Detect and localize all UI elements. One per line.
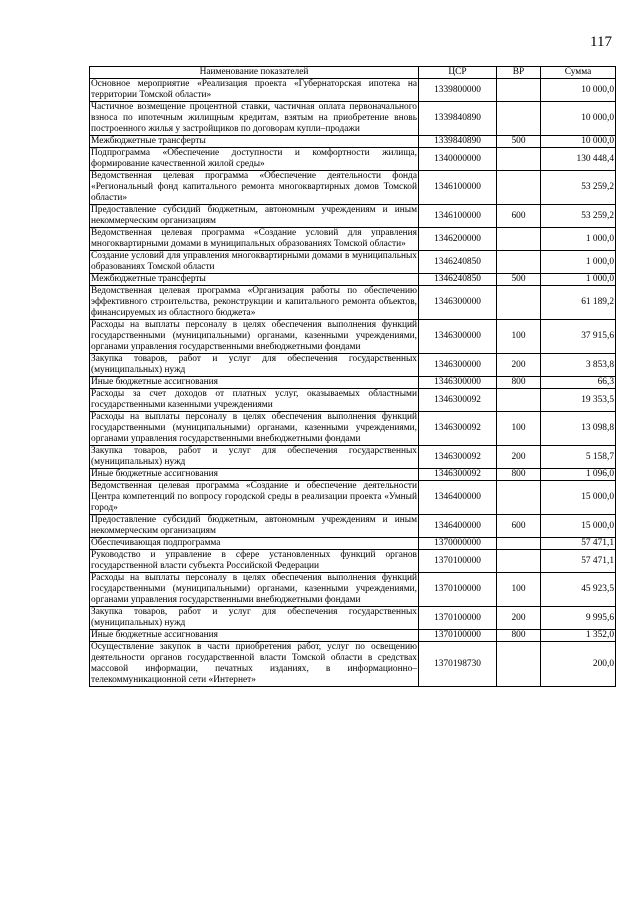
cell-vr: 200: [497, 607, 541, 630]
cell-name: Расходы на выплаты персоналу в целях обеспечения выполнения функций государственными (муниципальными) органами, казенными учреждениями, органами управления государственными внебюджетными фондами: [91, 320, 417, 352]
table-header-row: [90, 67, 616, 79]
cell-vr: [497, 642, 541, 687]
cell-name: Закупка товаров, работ и услуг для обеспечения государственных (муниципальных) нужд: [91, 446, 417, 467]
cell-name: Подпрограмма «Обеспечение доступности и комфортности жилища, формирование качественной жилой среды»: [91, 148, 417, 169]
header-vr: ВР: [497, 67, 541, 79]
cell-vr: 200: [497, 354, 541, 377]
table-row: [90, 630, 616, 642]
cell-name: Ведомственная целевая программа «Организация работы по обеспечению эффективного строительства, реконструкции и капитального ремонта объектов, финансируемых из областного бюджета»: [91, 286, 417, 318]
cell-name: Ведомственная целевая программа «Создание условий для управления многоквартирными домами в муниципальных образованиях Томской области»: [91, 228, 417, 249]
cell-name: Межбюджетные трансферты: [90, 274, 419, 286]
cell-name: Осуществление закупок в части приобретения работ, услуг по освещению деятельности органов государственной власти Томской области в средствах массовой информации, печатных изданиях, в информационно–телекоммуникационной сети «Интернет»: [91, 642, 417, 685]
cell-sum: 1 352,0: [541, 630, 616, 642]
cell-vr: [497, 102, 541, 136]
cell-csr: 1339840890: [419, 102, 497, 136]
cell-sum: 13 098,8: [541, 412, 616, 446]
cell-sum: 61 189,2: [541, 286, 616, 320]
table-row: [90, 148, 616, 171]
header-name: Наименование показателей: [90, 67, 419, 79]
table-row: [90, 389, 616, 412]
header-sum: Сумма: [541, 67, 616, 79]
cell-csr: 1370100000: [419, 607, 497, 630]
cell-vr: [497, 171, 541, 205]
cell-vr: 200: [497, 446, 541, 469]
table-row: [90, 481, 616, 515]
cell-vr: 800: [497, 377, 541, 389]
cell-csr: 1370198730: [419, 642, 497, 687]
cell-vr: 600: [497, 515, 541, 538]
cell-name: Предоставление субсидий бюджетным, автономным учреждениям и иным некоммерческим организациям: [91, 515, 417, 536]
cell-vr: [497, 538, 541, 550]
cell-sum: 1 000,0: [541, 228, 616, 251]
cell-vr: [497, 251, 541, 274]
cell-name: Ведомственная целевая программа «Обеспечение деятельности фонда «Региональный фонд капитального ремонта многоквартирных домов Томской области»: [91, 171, 417, 203]
table-row: [90, 320, 616, 354]
cell-name: Расходы на выплаты персоналу в целях обеспечения выполнения функций государственными (муниципальными) органами, казенными учреждениями, органами управления государственными внебюджетными фондами: [91, 573, 417, 605]
cell-csr: 1340000000: [419, 148, 497, 171]
cell-name: Иные бюджетные ассигнования: [90, 469, 419, 481]
table-row: [90, 642, 616, 687]
cell-sum: 45 923,5: [541, 573, 616, 607]
cell-name: Иные бюджетные ассигнования: [90, 630, 419, 642]
table-row: [90, 102, 616, 136]
table-row: [90, 446, 616, 469]
cell-name: Закупка товаров, работ и услуг для обеспечения государственных (муниципальных) нужд: [91, 354, 417, 375]
cell-csr: 1346300000: [419, 286, 497, 320]
cell-sum: 200,0: [541, 642, 616, 687]
cell-sum: 15 000,0: [541, 481, 616, 515]
page-number: 117: [590, 34, 612, 50]
table-row: [90, 228, 616, 251]
cell-sum: 57 471,1: [541, 550, 616, 573]
table-row: [90, 515, 616, 538]
cell-name: Обеспечивающая подпрограмма: [90, 538, 419, 550]
cell-vr: 500: [497, 274, 541, 286]
cell-sum: 3 853,8: [541, 354, 616, 377]
cell-vr: 800: [497, 630, 541, 642]
cell-csr: 1346300092: [419, 412, 497, 446]
table-row: [90, 286, 616, 320]
cell-name: Предоставление субсидий бюджетным, автономным учреждениям и иным некоммерческим организациям: [91, 205, 417, 226]
cell-csr: 1346400000: [419, 481, 497, 515]
cell-csr: 1346240850: [419, 274, 497, 286]
cell-name: Руководство и управление в сфере установленных функций органов государственной власти субъекта Российской Федерации: [91, 550, 417, 571]
table-row: [90, 538, 616, 550]
cell-vr: [497, 286, 541, 320]
cell-sum: 53 259,2: [541, 205, 616, 228]
cell-sum: 57 471,1: [541, 538, 616, 550]
cell-csr: 1370100000: [419, 573, 497, 607]
table-row: [90, 573, 616, 607]
cell-name: Закупка товаров, работ и услуг для обеспечения государственных (муниципальных) нужд: [91, 607, 417, 628]
cell-csr: 1346300092: [419, 469, 497, 481]
header-csr: ЦСР: [419, 67, 497, 79]
table-row: [90, 251, 616, 274]
cell-csr: 1346400000: [419, 515, 497, 538]
cell-sum: 130 448,4: [541, 148, 616, 171]
table-row: [90, 136, 616, 148]
cell-vr: 100: [497, 320, 541, 354]
cell-name: Частичное возмещение процентной ставки, частичная оплата первоначального взноса по ипотечным жилищным кредитам, взятым на приобретение вновь построенного жилья у застройщиков по договорам купли–продажи: [91, 102, 417, 134]
cell-csr: 1346200000: [419, 228, 497, 251]
cell-name: Основное мероприятие «Реализация проекта «Губернаторская ипотека на территории Томской области»: [91, 79, 417, 100]
table-row: [90, 171, 616, 205]
table-row: [90, 377, 616, 389]
cell-csr: 1370100000: [419, 550, 497, 573]
cell-vr: 500: [497, 136, 541, 148]
cell-sum: 10 000,0: [541, 136, 616, 148]
cell-csr: 1339840890: [419, 136, 497, 148]
table-row: [90, 607, 616, 630]
cell-sum: 1 096,0: [541, 469, 616, 481]
budget-table: [89, 66, 616, 687]
cell-csr: 1339800000: [419, 79, 497, 102]
cell-csr: 1346300092: [419, 446, 497, 469]
cell-csr: 1370000000: [419, 538, 497, 550]
cell-vr: [497, 228, 541, 251]
cell-sum: 10 000,0: [541, 79, 616, 102]
cell-sum: 1 000,0: [541, 274, 616, 286]
cell-sum: 19 353,5: [541, 389, 616, 412]
cell-vr: [497, 389, 541, 412]
cell-name: Иные бюджетные ассигнования: [90, 377, 419, 389]
cell-name: Создание условий для управления многоквартирными домами в муниципальных образованиях Томской области: [91, 251, 417, 272]
table-row: [90, 550, 616, 573]
table-row: [90, 79, 616, 102]
table-row: [90, 354, 616, 377]
cell-sum: 15 000,0: [541, 515, 616, 538]
cell-vr: [497, 79, 541, 102]
cell-csr: 1346300092: [419, 389, 497, 412]
cell-name: Расходы за счет доходов от платных услуг, оказываемых областными государственными казенными учреждениями: [91, 389, 417, 410]
cell-vr: [497, 550, 541, 573]
cell-vr: 100: [497, 412, 541, 446]
cell-name: Расходы на выплаты персоналу в целях обеспечения выполнения функций государственными (муниципальными) органами, казенными учреждениями, органами управления государственными внебюджетными фондами: [91, 412, 417, 444]
cell-csr: 1346300000: [419, 354, 497, 377]
cell-vr: [497, 148, 541, 171]
cell-csr: 1346240850: [419, 251, 497, 274]
cell-sum: 37 915,6: [541, 320, 616, 354]
cell-csr: 1346100000: [419, 171, 497, 205]
cell-sum: 10 000,0: [541, 102, 616, 136]
cell-vr: 600: [497, 205, 541, 228]
cell-csr: 1370100000: [419, 630, 497, 642]
cell-vr: [497, 481, 541, 515]
cell-sum: 9 995,6: [541, 607, 616, 630]
cell-vr: 800: [497, 469, 541, 481]
table-row: [90, 205, 616, 228]
table-row: [90, 469, 616, 481]
table-row: [90, 412, 616, 446]
cell-sum: 66,3: [541, 377, 616, 389]
cell-csr: 1346300000: [419, 320, 497, 354]
cell-sum: 53 259,2: [541, 171, 616, 205]
cell-name: Межбюджетные трансферты: [90, 136, 419, 148]
cell-sum: 5 158,7: [541, 446, 616, 469]
table-row: [90, 274, 616, 286]
cell-csr: 1346300000: [419, 377, 497, 389]
cell-sum: 1 000,0: [541, 251, 616, 274]
cell-csr: 1346100000: [419, 205, 497, 228]
cell-name: Ведомственная целевая программа «Создание и обеспечение деятельности Центра компетенций по вопросу городской среды в реализации проекта «Умный город»: [91, 481, 417, 513]
cell-vr: 100: [497, 573, 541, 607]
